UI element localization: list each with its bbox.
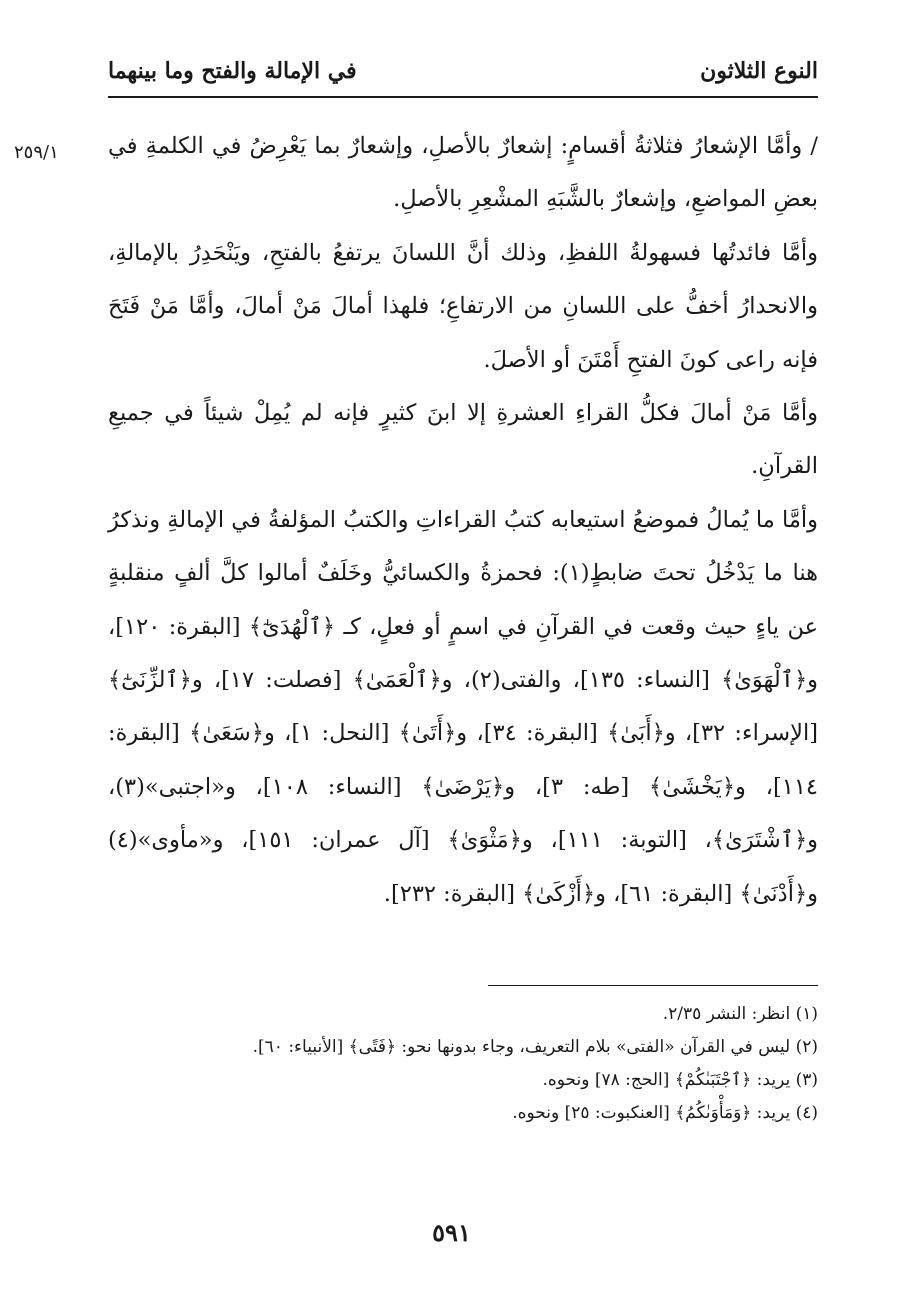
- paragraph: / وأمَّا الإشعارُ فثلاثةُ أقسامٍ: إشعارٌ بالأصلِ، وإشعارٌ بما يَعْرِضُ في الكلمةِ في بعضِ المواضعِ، وإشعارٌ بالشَّبَهِ المشْعِرِ بالأصلِ.: [108, 133, 818, 213]
- paragraph: وأمَّا مَنْ أمالَ فكلُّ القراءِ العشرةِ إلا ابنَ كثيرٍ فإنه لم يُمِلْ شيئاً في جميعِ القرآنِ.: [108, 400, 818, 480]
- page-number: ٥٩١: [432, 1218, 471, 1247]
- paragraph: وأمَّا ما يُمالُ فموضعُ استيعابه كتبُ القراءاتِ والكتبُ المؤلفةُ في الإمالةِ ونذكرُ هنا ما يَدْخُلُ تحتَ ضابطٍ(١): فحمزةُ والكسائيُّ وخَلَفٌ أمالوا كلَّ ألفٍ منقلبةٍ عن ياءٍ حيث وقعت في القرآنِ في اسمٍ أو فعلٍ، كـ ﴿ٱلْهُدَىٰٓ﴾ [البقرة: ١٢٠]، و﴿ٱلْهَوَىٰ﴾ [النساء: ١٣٥]، والفتى(٢)، و﴿ٱلْعَمَىٰ﴾ [فصلت: ١٧]، و﴿ٱلزِّنَىٰٓ﴾ [الإسراء: ٣٢]، و﴿أَبَىٰ﴾ [البقرة: ٣٤]، و﴿أَتَىٰ﴾ [النحل: ١]، و﴿سَعَىٰ﴾ [البقرة: ١١٤]، و﴿يَخْشَىٰ﴾ [طه: ٣]، و﴿يَرْضَىٰ﴾ [النساء: ١٠٨]، و«اجتبى»(٣)، و﴿ٱشْتَرَىٰ﴾، [التوبة: ١١١]، و﴿مَثْوَىٰ﴾ [آل عمران: ١٥١]، و«مأوى»(٤) و﴿أَدْنَىٰ﴾ [البقرة: ٦١]، و﴿أَزْكَىٰ﴾ [البقرة: ٢٣٢].: [108, 506, 818, 907]
- main-text: [108, 120, 818, 921]
- footnote: (١) انظر: النشر ٢/٣٥.: [662, 1004, 818, 1024]
- footnotes: [108, 998, 818, 1130]
- footnote-divider: [488, 985, 818, 986]
- running-header: [108, 52, 818, 96]
- chapter-title: النوع الثلاثون: [700, 58, 818, 84]
- header-divider: [108, 96, 818, 98]
- source-page-reference: ٢٥٩/١: [14, 142, 59, 163]
- footnote: (٣) يريد: ﴿ٱجْتَبَىٰكُمْ﴾ [الحج: ٧٨] ونحوه.: [542, 1070, 818, 1090]
- paragraph: وأمَّا فائدتُها فسهولةُ اللفظِ، وذلك أنَّ اللسانَ يرتفعُ بالفتحِ، ويَنْحَدِرُ بالإمالةِ، والانحدارُ أخفُّ على اللسانِ من الارتفاعِ؛ فلهذا أمالَ مَنْ أمالَ، وأمَّا مَنْ فَتَحَ فإنه راعى كونَ الفتحِ أَمْتَنَ أو الأصلَ.: [108, 239, 818, 373]
- footnote: (٢) ليس في القرآن «الفتى» بلام التعريف، وجاء بدونها نحو: ﴿فَتًى﴾ [الأنبياء: ٦٠].: [252, 1037, 818, 1057]
- footnote: (٤) يريد: ﴿وَمَأْوَىٰكُمُ﴾ [العنكبوت: ٢٥] ونحوه.: [512, 1103, 818, 1123]
- section-title: في الإمالة والفتح وما بينهما: [108, 58, 357, 84]
